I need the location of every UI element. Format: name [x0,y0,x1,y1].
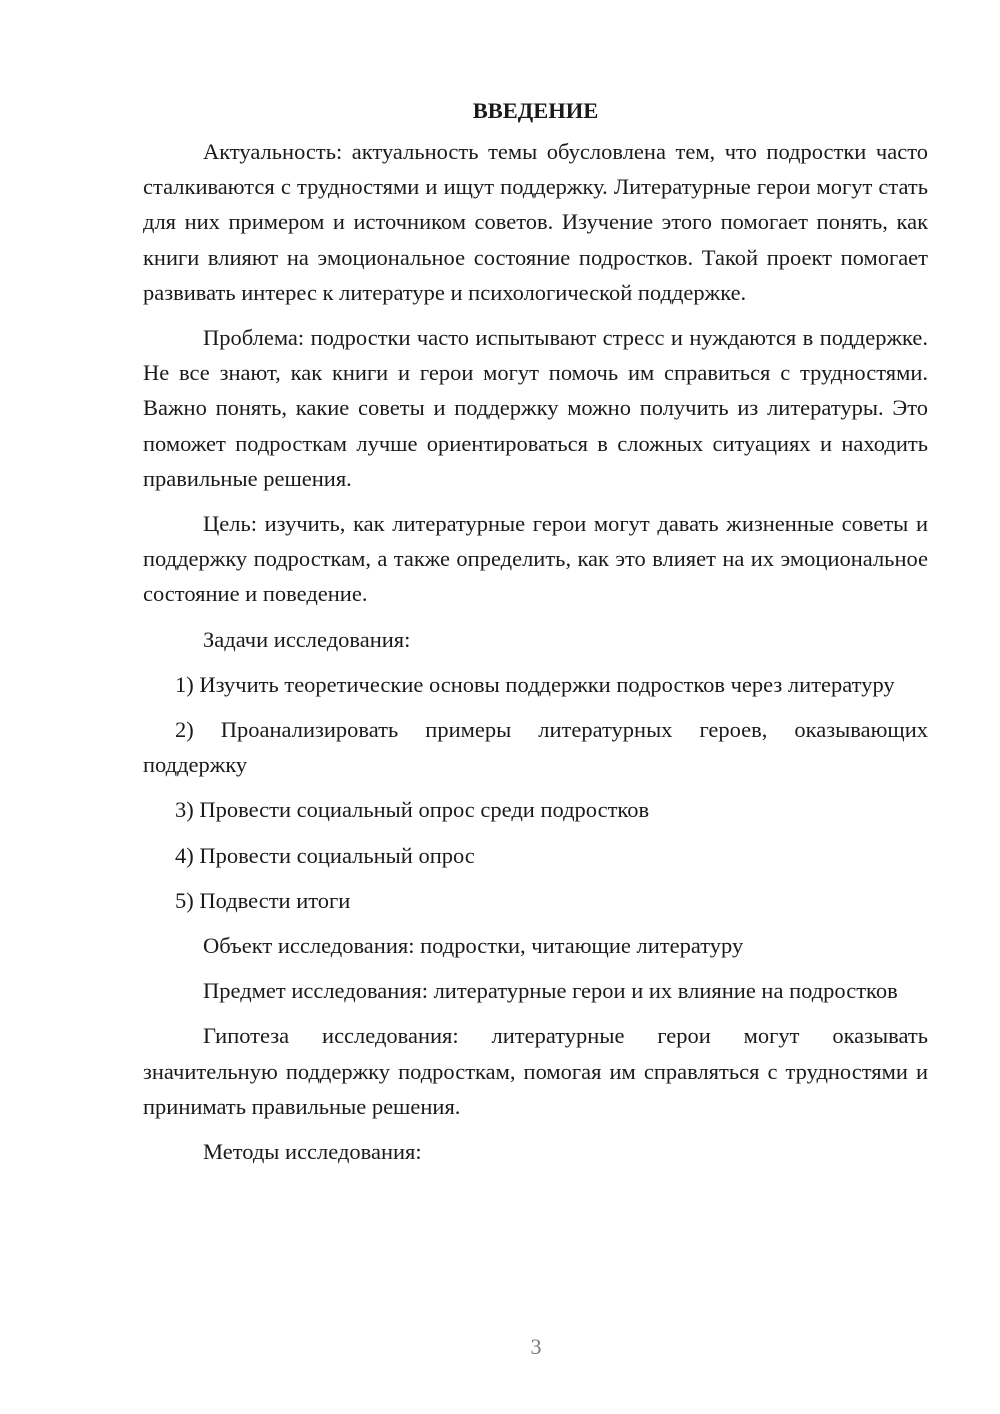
paragraph-problem: Проблема: подростки часто испытывают стресс и нуждаются в поддержке. Не все знают, как книги и герои могут помочь им справиться с трудностями. Важно понять, какие советы и поддержку можно получить из литературы. Это поможет подросткам лучше ориентироваться в сложных ситуациях и находить правильные решения. [143,325,928,491]
paragraph-object: Объект исследования: подростки, читающие литературу [203,933,744,959]
task-item: 2) Проанализировать примеры литературных героев, оказывающих поддержку [143,717,928,778]
task-item: 4) Провести социальный опрос [175,842,475,868]
paragraph-methods: Методы исследования: [203,1139,422,1165]
paragraph-hypothesis: Гипотеза исследования: литературные герои могут оказывать значительную поддержку подросткам, помогая им справляться с трудностями и принимать правильные решения. [143,1023,928,1119]
paragraph-goal: Цель: изучить, как литературные герои могут давать жизненные советы и поддержку подросткам, а также определить, как это влияет на их эмоциональное состояние и поведение. [143,511,928,607]
paragraph-relevance: Актуальность: актуальность темы обусловлена тем, что подростки часто сталкиваются с трудностями и ищут поддержку. Литературные герои могут стать для них примером и источником советов. Изучение этого помогает понять, как книги влияют на эмоциональное состояние подростков. Такой проект помогает развивать интерес к литературе и психологической поддержке. [143,139,928,305]
paragraph-subject: Предмет исследования: литературные герои и их влияние на подростков [203,978,898,1004]
task-item: 5) Подвести итоги [175,887,351,913]
task-item: 1) Изучить теоретические основы поддержки подростков через литературу [175,671,895,697]
paragraph-tasks-heading: Задачи исследования: [203,626,411,652]
task-item: 3) Провести социальный опрос среди подростков [175,797,650,823]
document-body [143,93,928,1179]
section-title: ВВЕДЕНИЕ [472,98,599,123]
page-number: 3 [530,1334,542,1359]
